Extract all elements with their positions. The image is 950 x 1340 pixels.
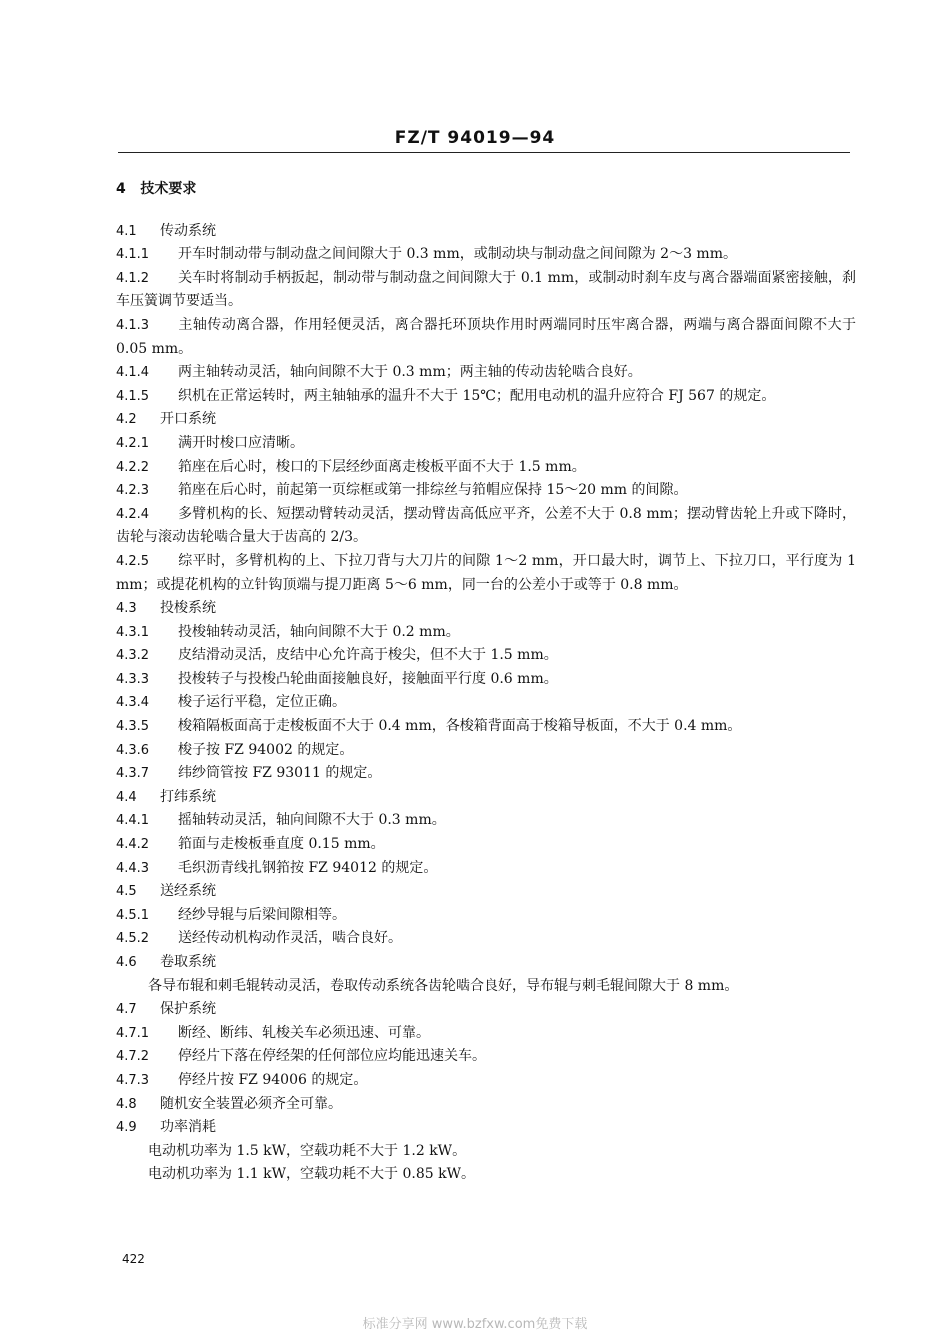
clause-number: 4.2.1 [116,435,150,451]
clause-text: 筘面与走梭板垂直度 0.15 mm。 [178,836,385,853]
subsection-heading [116,786,856,810]
clause-number: 4.1.3 [116,317,150,333]
header-rule [118,152,850,153]
clause-number: 4.3.6 [116,742,150,758]
clause-line [116,267,856,314]
clause-number: 4.3.1 [116,624,150,640]
clause-line [116,432,856,456]
clause-line [116,904,856,928]
clause-line [116,1069,856,1093]
clause-line [116,739,856,763]
clause-number: 4.5 [116,884,137,900]
clause-number: 4.2 [116,412,137,428]
clause-text: 开车时制动带与制动盘之间间隙大于 0.3 mm，或制动块与制动盘之间间隙为 2～3 mm。 [178,246,737,263]
section-title: 技术要求 [140,181,197,197]
watermark: 标准分享网 www.bzfxw.com免费下载 [362,1317,588,1332]
clause-number: 4.9 [116,1120,137,1136]
subsection-heading [116,1093,856,1117]
clause-line [116,809,856,833]
clause-number: 4.3.3 [116,671,150,687]
clause-number: 4.3 [116,601,137,617]
clause-number: 4.7.3 [116,1072,150,1088]
clause-text: 各导布辊和刺毛辊转动灵活，卷取传动系统各齿轮啮合良好，导布辊与刺毛辊间隙大于 8 mm。 [148,977,739,994]
clause-number: 4.2.2 [116,459,150,475]
clause-line [116,975,856,999]
clause-text: 电动机功率为 1.5 kW，空载功耗不大于 1.2 kW。 [148,1142,467,1159]
clause-list [116,220,856,1187]
clause-text: 综平时，多臂机构的上、下拉刀背与大刀片的间隙 1～2 mm，开口最大时，调节上、下拉刀口，平行度为 1 mm；或提花机构的立针钩顶端与提刀距离 5～6 mm，同一台的公差小于或等于 0.8 mm。 [116,552,856,593]
subsection-heading [116,1116,856,1140]
clause-text: 停经片按 FZ 94006 的规定。 [178,1071,368,1088]
clause-text: 多臂机构的长、短摆动臂转动灵活，摆动臂齿高低应平齐，公差不大于 0.8 mm；摆动臂齿轮上升或下降时，齿轮与滚动齿轮啮合量大于齿高的 2/3。 [116,505,856,546]
clause-line [116,361,856,385]
clause-text: 两主轴转动灵活，轴向间隙不大于 0.3 mm；两主轴的传动齿轮啮合良好。 [178,364,642,381]
clause-line [116,314,856,361]
clause-text: 送经传动机构动作灵活，啮合良好。 [178,930,402,947]
clause-line [116,621,856,645]
clause-text: 投梭转子与投梭凸轮曲面接触良好，接触面平行度 0.6 mm。 [178,670,558,687]
clause-text: 打纬系统 [160,788,216,805]
document-body [116,178,856,1187]
clause-number: 4.3.2 [116,648,150,664]
clause-text: 停经片下落在停经架的任何部位应均能迅速关车。 [178,1048,486,1065]
clause-line [116,715,856,739]
clause-line [116,1022,856,1046]
clause-text: 摇轴转动灵活，轴向间隙不大于 0.3 mm。 [178,812,446,829]
clause-text: 筘座在后心时，前起第一页综框或第一排综丝与筘帽应保持 15～20 mm 的间隙。 [178,482,688,499]
clause-text: 梭箱隔板面高于走梭板面不大于 0.4 mm，各梭箱背面高于梭箱导板面，不大于 0.4 mm。 [178,718,742,735]
clause-number: 4.3.5 [116,719,150,735]
clause-number: 4.8 [116,1096,137,1112]
clause-line [116,857,856,881]
clause-text: 梭子按 FZ 94002 的规定。 [178,741,354,758]
clause-line [116,644,856,668]
section-heading [116,178,856,202]
clause-number: 4.7.1 [116,1025,150,1041]
subsection-heading [116,408,856,432]
clause-line [116,668,856,692]
clause-line [116,762,856,786]
clause-text: 纬纱筒管按 FZ 93011 的规定。 [178,765,382,782]
section-number: 4 [116,181,126,197]
clause-text: 经纱导辊与后梁间隙相等。 [178,906,346,923]
clause-text: 电动机功率为 1.1 kW，空载功耗不大于 0.85 kW。 [148,1166,475,1183]
clause-number: 4.6 [116,955,137,970]
clause-number: 4.3.4 [116,695,150,711]
clause-text: 主轴传动离合器，作用轻便灵活，离合器托环顶块作用时两端同时压牢离合器，两端与离合器面间隙不大于 0.05 mm。 [116,316,856,357]
clause-text: 开口系统 [160,411,216,428]
clause-text: 织机在正常运转时，两主轴轴承的温升不大于 15℃；配用电动机的温升应符合 FJ 567 的规定。 [178,387,776,404]
clause-text: 保护系统 [160,1001,216,1018]
clause-text: 随机安全装置必须齐全可靠。 [160,1095,342,1112]
clause-text: 梭子运行平稳，定位正确。 [178,694,346,711]
clause-text: 卷取系统 [160,954,216,970]
clause-text: 功率消耗 [160,1119,216,1136]
clause-line [116,833,856,857]
clause-number: 4.2.5 [116,553,150,569]
clause-number: 4.3.7 [116,766,150,782]
clause-text: 满开时梭口应清晰。 [178,434,304,451]
clause-text: 传动系统 [160,222,216,239]
clause-line [116,243,856,267]
document-code-header: FZ/T 94019—94 [394,128,556,148]
clause-number: 4.1 [116,223,137,239]
clause-text: 送经系统 [160,883,216,900]
clause-number: 4.5.1 [116,907,150,923]
subsection-heading [116,998,856,1022]
clause-line [116,385,856,409]
clause-number: 4.4 [116,789,137,805]
clause-text: 皮结滑动灵活，皮结中心允许高于梭尖，但不大于 1.5 mm。 [178,647,558,664]
clause-text: 投梭轴转动灵活，轴向间隙不大于 0.2 mm。 [178,623,460,640]
clause-number: 4.1.5 [116,388,150,404]
clause-number: 4.5.2 [116,931,150,947]
clause-number: 4.1.2 [116,270,150,286]
subsection-heading [116,597,856,621]
clause-text: 关车时将制动手柄扳起，制动带与制动盘之间间隙大于 0.1 mm，或制动时刹车皮与离合器端面紧密接触，刹车压簧调节要适当。 [116,269,856,310]
clause-number: 4.1.1 [116,247,150,263]
clause-line [116,927,856,951]
clause-line [116,1045,856,1069]
clause-number: 4.2.3 [116,483,150,499]
clause-number: 4.4.3 [116,860,150,876]
subsection-heading [116,220,856,244]
clause-text: 断经、断纬、轧梭关车必须迅速、可靠。 [178,1024,430,1041]
subsection-heading [116,951,856,975]
page-number: 422 [122,1252,145,1266]
clause-line [116,503,856,550]
clause-number: 4.1.4 [116,365,150,381]
clause-text: 投梭系统 [160,600,216,617]
clause-number: 4.2.4 [116,506,150,522]
clause-number: 4.7 [116,1002,137,1018]
clause-number: 4.4.2 [116,837,150,853]
subsection-heading [116,880,856,904]
clause-line [116,691,856,715]
clause-line [116,479,856,503]
clause-line [116,1163,856,1187]
clause-text: 筘座在后心时，梭口的下层经纱面离走梭板平面不大于 1.5 mm。 [178,458,586,475]
clause-text: 毛织沥青线扎钢筘按 FZ 94012 的规定。 [178,859,438,876]
clause-line [116,550,856,597]
clause-line [116,456,856,480]
clause-line [116,1140,856,1164]
clause-number: 4.7.2 [116,1049,150,1065]
clause-number: 4.4.1 [116,813,150,829]
